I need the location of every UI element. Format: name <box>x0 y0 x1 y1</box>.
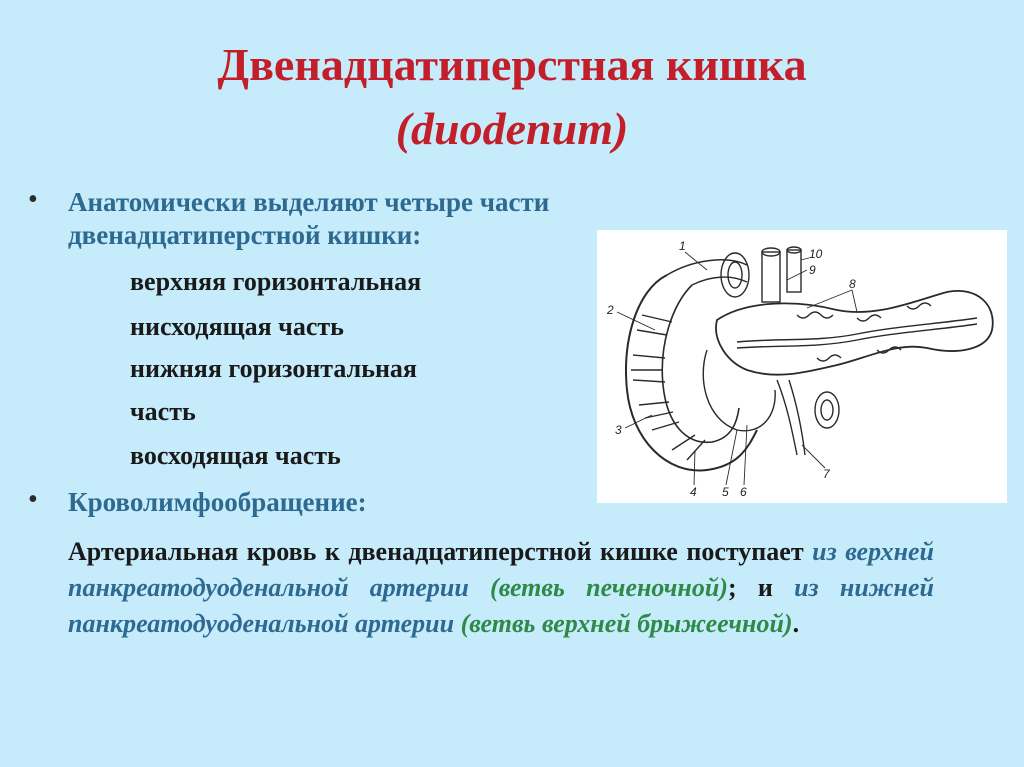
bullet-circulation: Кроволимфообращение: <box>68 487 367 517</box>
figure-label: 6 <box>740 485 747 499</box>
duodenum-pancreas-illustration <box>597 230 1007 503</box>
anatomy-drawing <box>597 230 1007 503</box>
para-artery-lower: из нижней панкреатодуоденальной артерии <box>68 573 934 638</box>
para-branch-mesenteric: (ветвь верхней брыжеечной) <box>454 609 793 638</box>
figure-label: 9 <box>809 263 816 277</box>
slide-title: Двенадцатиперстная кишка <box>217 39 807 90</box>
part-item: нижняя горизонтальная <box>130 354 418 383</box>
para-text: . <box>792 609 800 638</box>
figure-label: 5 <box>722 485 729 499</box>
figure-label: 3 <box>615 423 622 437</box>
part-item: восходящая часть <box>130 441 341 470</box>
para-text: Артериальная кровь к двенадцатиперстной кишке поступает <box>68 537 813 566</box>
figure-label: 7 <box>823 467 830 481</box>
para-text: ; и <box>727 573 795 602</box>
figure-label: 8 <box>849 277 856 291</box>
circulation-paragraph <box>68 534 934 642</box>
figure-label: 1 <box>679 239 686 253</box>
bullet-anatomy-line1: Анатомически выделяют четыре части <box>68 187 550 217</box>
bullet-anatomy-line2: двенадцатиперстной кишки: <box>68 220 422 250</box>
bullet-marker: • <box>28 484 38 515</box>
part-item: нисходящая часть <box>130 312 344 341</box>
para-artery-upper: из верхней панкреатодуоденальной артерии <box>68 537 934 602</box>
bullet-marker: • <box>28 184 38 215</box>
part-item: часть <box>130 397 196 426</box>
figure-label: 4 <box>690 485 697 499</box>
figure-label: 10 <box>809 247 823 261</box>
part-item: верхняя горизонтальная <box>130 267 422 296</box>
para-branch-hepatic: (ветвь печеночной) <box>468 573 728 602</box>
slide-title-latin: (duodenum) <box>395 103 629 154</box>
figure-label: 2 <box>607 303 614 317</box>
